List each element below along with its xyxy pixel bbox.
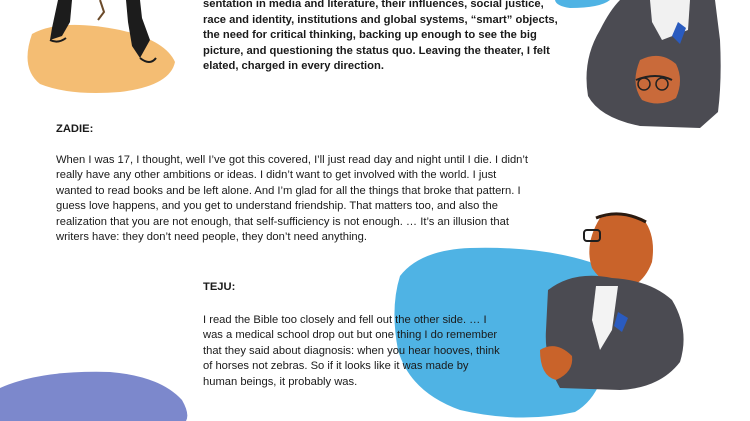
quote-zadie: When I was 17, I thought, well I’ve got this covered, I’ll just read day and night until I die. I didn’t really have any other ambitions or ideas. I didn’t want to get involved with the world. I just wanted to read books and be left alone. And I’m glad for all the things that broke that pattern. I guess love happens, and you get to understand friendship. That matters too, and also the realization that you are not enough, that self-sufficiency is not enough. … It’s an illusion that writers have: they don’t need people, they don’t need anything. [56, 154, 528, 244]
illustration-man-top-right [555, 0, 721, 128]
intro-paragraph: sentation in media and literature, their influences, social justice, race and identity, institutions and global systems, “smart” objects, the need for critical thinking, backing up enough to see the big picture, and questioning the status quo. Leaving the theater, I felt elated, charged in every direction. [203, 0, 558, 73]
quote-teju: I read the Bible too closely and fell out the other side. … I was a medical school drop out but one thing I do remember that they said about diagnosis: when you hear hooves, think of horses not zebras. So if it looks like it was made by human beings, it probably was. [203, 314, 500, 388]
speaker-label-zadie: ZADIE: [56, 123, 94, 135]
illustration-purple-wash [0, 372, 187, 421]
speaker-label-teju: TEJU: [203, 281, 236, 293]
illustration-legs-top-left [28, 0, 176, 93]
